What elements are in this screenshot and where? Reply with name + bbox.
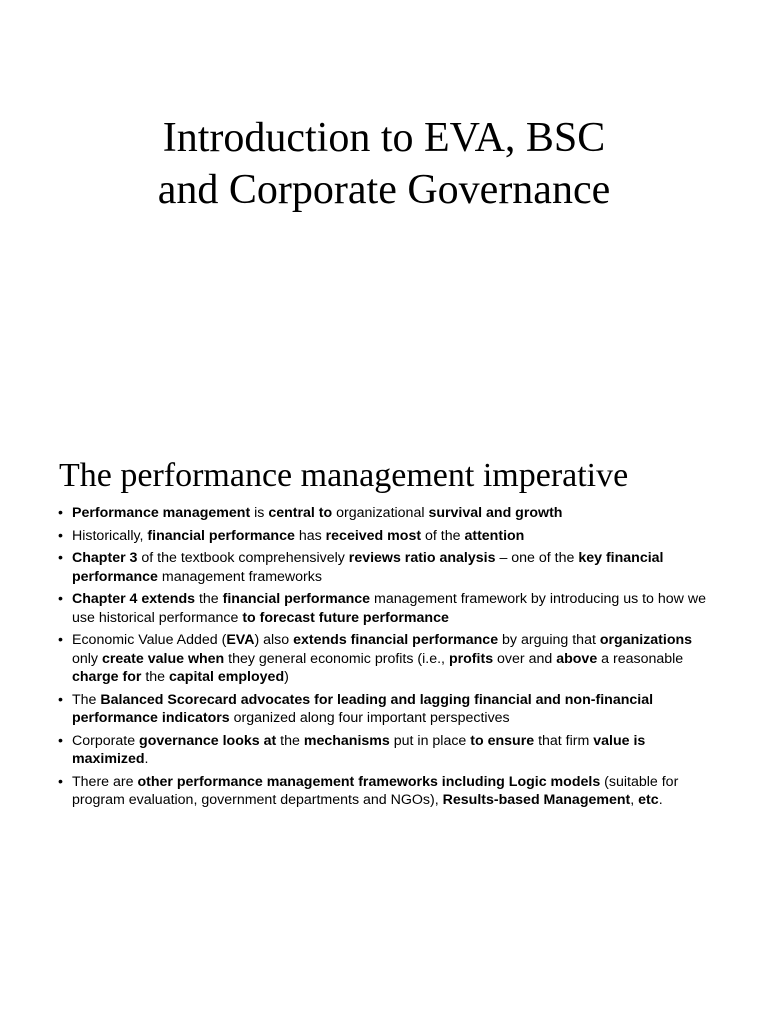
bullet-text-bold: Performance management (72, 505, 251, 521)
slide-title-line-2: and Corporate Governance (157, 167, 611, 213)
bullet-dot-icon: • (58, 632, 63, 648)
bullet-dot-icon: • (58, 773, 63, 790)
bullet-text: only (72, 650, 102, 667)
bullet-text-bold: charge for (72, 669, 142, 685)
bullet-dot-icon: • (58, 732, 63, 749)
bullet-text: ) also (254, 632, 294, 648)
bullet-text-bold: value is maximized (72, 732, 646, 767)
bullet-item (58, 691, 718, 728)
bullet-text: The (72, 691, 101, 708)
bullet-text: management frameworks (157, 568, 322, 585)
bullet-text: , (630, 792, 639, 808)
bullet-text-bold: Results-based Management (442, 792, 631, 808)
bullet-text: of the (421, 527, 465, 544)
bullet-text-bold: financial performance (222, 591, 371, 607)
bullet-text: a reasonable (597, 650, 684, 667)
bullet-text-bold: to ensure (470, 732, 535, 749)
bullet-dot-icon: • (58, 527, 63, 544)
bullet-text: Historically, (72, 527, 148, 544)
bullet-text: of the textbook comprehensively (137, 550, 349, 566)
bullet-text-bold: survival and growth (428, 505, 563, 521)
bullet-text-bold: attention (464, 527, 525, 544)
bullet-text-bold: create value when (101, 650, 225, 667)
bullet-text: Economic Value Added ( (72, 632, 227, 648)
bullet-dot-icon: • (58, 550, 63, 566)
bullet-text-bold: profits (448, 650, 494, 667)
bullet-text-bold: received most (325, 527, 422, 544)
bullet-text: they general economic profits (i.e., (224, 650, 449, 667)
bullet-dot-icon: • (58, 591, 63, 607)
bullet-text-bold: key financial performance (72, 550, 664, 585)
bullet-text-bold: reviews ratio analysis (348, 550, 496, 566)
bullet-text-bold: extends financial performance (293, 632, 499, 648)
bullet-text-bold: etc (638, 792, 659, 808)
bullet-text-bold: other performance management frameworks including Logic models (137, 773, 601, 790)
bullet-text-bold: Balanced Scorecard advocates for leading and lagging financial and non-financial performance indicators (72, 691, 654, 726)
bullet-text: the (141, 669, 169, 685)
bullet-item (58, 631, 718, 687)
bullet-text: There are (72, 773, 138, 790)
bullet-text-bold: EVA (226, 632, 255, 648)
bullet-list (58, 504, 718, 814)
bullet-text: Corporate (72, 732, 140, 749)
bullet-text-bold: mechanisms (303, 732, 390, 749)
bullet-text: organizational (332, 505, 429, 521)
bullet-text: is (250, 505, 269, 521)
bullet-text-bold: central to (268, 505, 333, 521)
slide-title (0, 112, 768, 216)
bullet-text-bold: above (556, 650, 598, 667)
bullet-text-bold: to forecast future performance (242, 609, 449, 626)
bullet-dot-icon: • (58, 505, 63, 521)
bullet-text-bold: governance looks at (139, 732, 277, 749)
bullet-text-bold: Chapter 3 (72, 550, 138, 566)
bullet-text: put in place (389, 732, 471, 749)
bullet-text: . (144, 751, 149, 767)
bullet-item (58, 504, 718, 523)
bullet-text-bold: capital employed (169, 669, 285, 685)
section-heading: The performance management imperative (59, 457, 629, 494)
bullet-item (58, 732, 718, 769)
bullet-text: ) (284, 669, 289, 685)
bullet-text: that firm (534, 732, 594, 749)
bullet-item (58, 527, 718, 546)
bullet-text: management framework by introducing us to how we use historical performance (72, 591, 706, 626)
bullet-item (58, 590, 718, 627)
slide-title-line-1: Introduction to EVA, BSC (162, 115, 606, 161)
bullet-item (58, 773, 718, 810)
bullet-text: the (195, 591, 223, 607)
bullet-text: over and (493, 650, 557, 667)
bullet-text: (suitable for program evaluation, government departments and NGOs), (72, 773, 679, 808)
bullet-text-bold: Chapter 4 extends (72, 591, 195, 607)
bullet-text: by arguing that (498, 632, 600, 648)
bullet-dot-icon: • (58, 691, 63, 708)
bullet-text: . (658, 792, 663, 808)
bullet-item (58, 549, 718, 586)
bullet-text-bold: financial performance (147, 527, 295, 544)
bullet-text: the (276, 732, 304, 749)
bullet-text-bold: organizations (599, 632, 693, 648)
bullet-text: organized along four important perspectives (229, 710, 510, 726)
bullet-text: has (294, 527, 326, 544)
bullet-text: – one of the (495, 550, 579, 566)
